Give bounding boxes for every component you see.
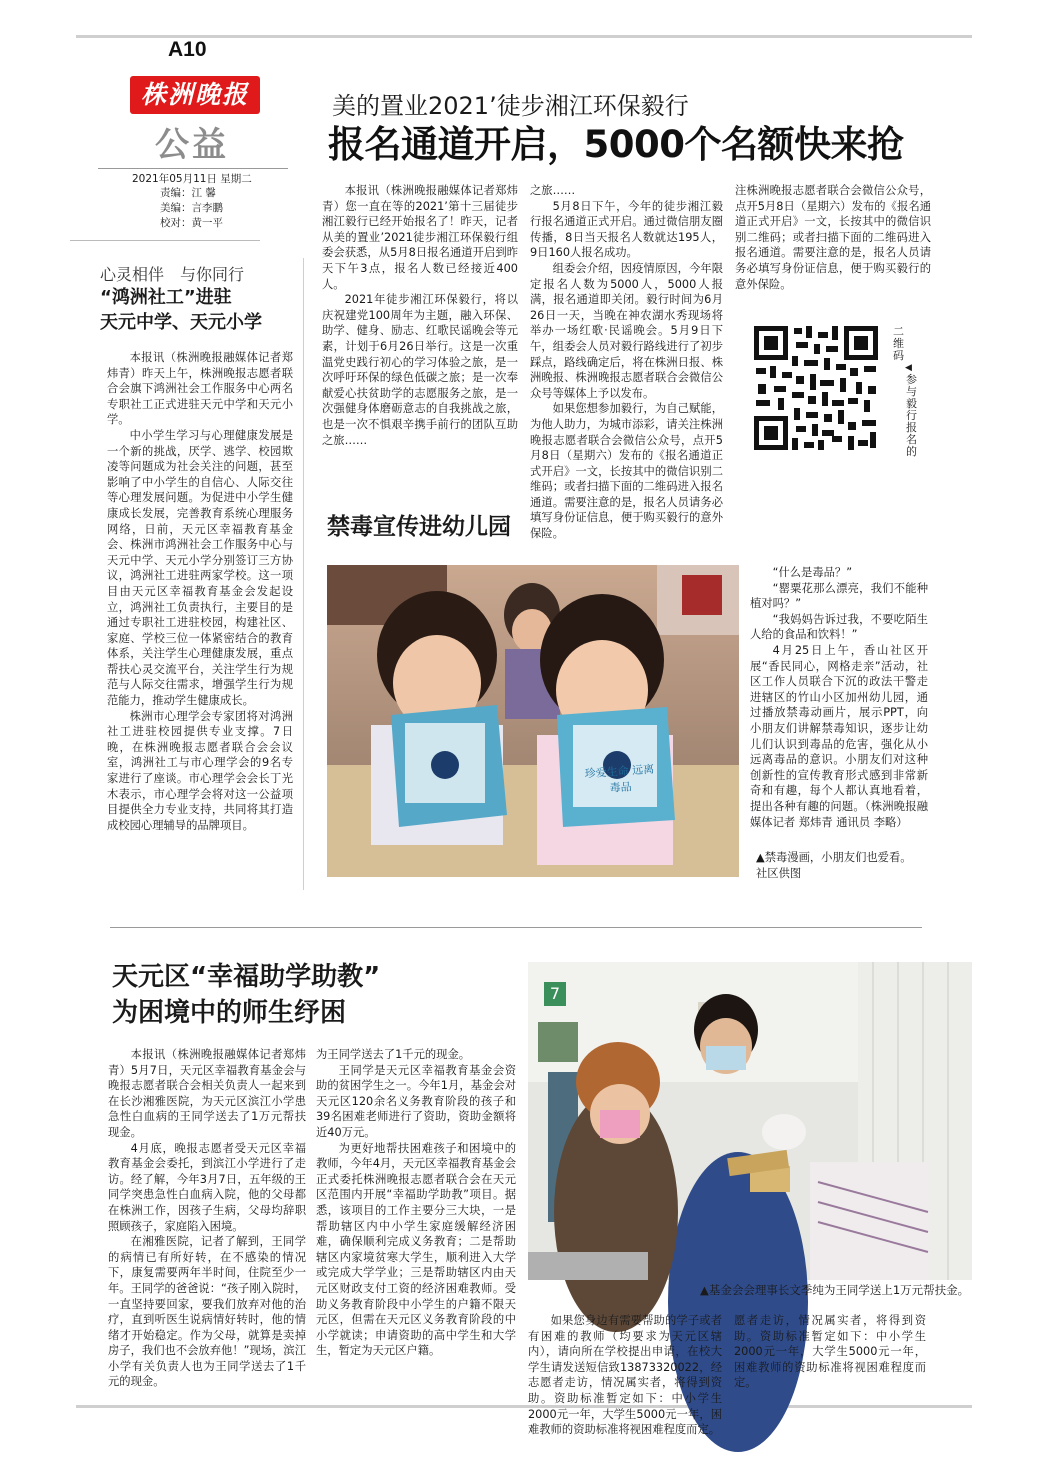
aid-headline-1: 天元区“幸福助学助教” (112, 962, 381, 992)
aid-headline-2: 为困境中的师生纾困 (112, 998, 347, 1028)
lead-column-3 (735, 183, 931, 301)
social-subtitle: 心灵相伴 与你同行 (100, 265, 245, 284)
masthead-bottom-line (70, 240, 260, 241)
page-number: A10 (168, 38, 207, 61)
drug-paragraph: 4月25日上午，香山社区开展“香民同心，网格走亲”活动，社区工作人员联合下沉的政法干警走进辖区的竹山小区加州幼儿园，通过播放禁毒动画片，展示PPT，向小朋友们讲解禁毒知识，逐步让幼儿们认识到毒品的危害，强化从小远离毒品的意识。小朋友们对这种创新性的宣传教育形式感到非常新奇和有趣，每个人都认真地看着，提出各种有趣的问题。（株洲晚报融媒体记者 郑炜青 通讯员 李略） (750, 643, 928, 829)
aid-paragraph: 王同学是天元区幸福教育基金会资助的贫困学生之一。今年1月，基金会对天元区120余名义务教育阶段的孩子和39名困难老师进行了资助，资助金额将近40万元。 (316, 1063, 516, 1139)
lead-paragraph: 本报讯（株洲晚报融媒体记者郑炜青）您一直在等的2021’第十三届徒步湘江毅行已经开始报名了！昨天，记者从美的置业’2021徒步湘江环保毅行组委会获悉，从5月8日报名通道开启到昨天下午3点，报名人数已经接近400人。 (322, 184, 518, 291)
editor-credit: 责编：江 馨 (160, 187, 216, 199)
kindergarten-photo-graphic (327, 565, 739, 877)
designer-credit: 美编：言李鹏 (160, 202, 223, 214)
lead-paragraph: 如果您想参加毅行，为自己赋能，为他人助力，为城市添彩，请关注株洲晚报志愿者联合会微信公众号，点开5月8日（星期六）发布的《报名通道正式开启》一文，长按其中的微信识别二维码；或者扫描下面的二维码进入报名通道。需要注意的是，报名人员请务必填写身份证信息，便于购买毅行的意外保险。 (530, 402, 723, 541)
social-paragraph: 株洲市心理学会专家团将对鸿洲社工进驻校园提供专业支撑。7日晚，在株洲晚报志愿者联合会会议室，鸿洲社工与市心理学会的9名专家进行了座谈。市心理学会会长丁光木表示，市心理学会将对这一公益项目提供全力专业支持，共同将其打造成校园心理辅导的品牌项目。 (107, 709, 293, 832)
wall-poster-number: 7 (544, 982, 566, 1006)
lead-column-1 (322, 183, 518, 451)
lead-kicker: 美的置业2021’徒步湘江环保毅行 (332, 92, 689, 120)
lead-column-2 (530, 183, 723, 541)
drug-body (750, 565, 928, 857)
qr-caption-b: 参与毅行报名的 (906, 373, 917, 458)
drug-photo-caption: ▲禁毒漫画，小朋友们也爱看。 社区供图 (756, 851, 929, 880)
drug-paragraph: “我妈妈告诉过我，不要吃陌生人给的食品和饮料！” (750, 612, 928, 642)
aid-paragraph: 如果您身边有需要帮助的学子或者有困难的教师（均要求为天元区辖内），请向所在学校提出申请，在校大学生请发送短信致13873320022，经志愿者走访，情况属实者，将得到资助。资助标准暂定如下：中小学生2000元一年，大学生5000元一年，困难教师的资助标准将视困难程度而定。 (528, 1314, 722, 1437)
registration-qr-code[interactable] (752, 324, 880, 452)
aid-paragraph: 在湘雅医院，记者了解到，王同学的病情已有所好转，在不感染的情况下，康复需要两年半时间，住院至少一年。王同学的爸爸说：“孩子刚入院时，一直坚持要回家，要我们放弃对他的治疗，直到听医生说病情好转时，他的情绪才开始稳定。作为父母，就算是卖掉房子，我们也不会放弃他！”现场，滨江小学有关负责人也为王同学送去了1千元的现金。 (108, 1235, 306, 1389)
donation-photo-caption: ▲基金会会理事长文季纯为王同学送上1万元帮扶金。 (700, 1283, 970, 1297)
donation-photo (528, 962, 972, 1280)
aid-paragraph-continued: 为王同学送去了1千元的现金。 (316, 1048, 471, 1061)
lead-headline: 报名通道开启，5000个名额快来抢 (328, 123, 904, 166)
aid-paragraph: 为更好地帮扶困难孩子和困境中的教师，今年4月，天元区幸福教育基金会正式委托株洲晚报志愿者联合会在天元区范围内开展“幸福助学助教”项目。据悉，该项目的工作主要分三大块，一是帮助辖区内中小学生家庭缓解经济困难，确保顺利完成义务教育；二是帮助辖区内家境贫寒大学生，顺利进入大学或完成大学学业；三是帮助辖区内由天元区财政支付工资的经济困难教师。受助义务教育阶段中小学生的户籍不限天元区，但需在天元区义务教育阶段的中小学就读；申请资助的高中学生和大学生，暂定为天元区户籍。 (316, 1141, 516, 1358)
drug-paragraph: “罂粟花那么漂亮，我们不能种植对吗？” (750, 581, 928, 611)
qr-code-graphic (752, 324, 880, 452)
aid-paragraph-continued: 愿者走访，情况属实者，将得到资助。资助标准暂定如下：中小学生2000元一年，大学生5000元一年，困难教师的资助标准将视困难程度而定。 (734, 1314, 926, 1390)
lead-paragraph: 组委会介绍，因疫情原因，今年限定报名人数为5000人，5000人报满，报名通道即关闭。毅行时间为6月26日一天，当晚在神农湖水秀现场将举办一场红歌·民谣晚会。5月9日下午，组委会人员对毅行路线进行了初步踩点，路线确定后，将在株洲日报、株洲晚报、株洲晚报志愿者联合会微信公众号等媒体上予以发布。 (530, 261, 723, 400)
aid-column-1 (108, 1047, 306, 1395)
top-rule (76, 35, 972, 38)
bottom-rule (76, 1405, 972, 1408)
proofreader-credit: 校对：黄一平 (160, 217, 223, 229)
date-line: 2021年05月11日 星期二 (132, 173, 252, 185)
lead-paragraph-continued: 注株洲晚报志愿者联合会微信公众号，点开5月8日（星期六）发布的《报名通道正式开启》一文，长按其中的微信识别二维码；或者扫描下面的二维码进入报名通道。需要注意的是，报名人员请务必填写身份证信息，便于购买毅行的意外保险。 (735, 184, 931, 291)
social-headline-1: “鸿洲社工”进驻 (100, 287, 232, 308)
lead-paragraph: 之旅…… (530, 184, 576, 197)
booklet-text: 珍爱生命 远离毒品 (584, 762, 655, 795)
qr-caption-a: 二维码 (893, 325, 904, 362)
social-body (107, 350, 293, 890)
aid-paragraph: 本报讯（株洲晚报融媒体记者郑炜青）5月7日，天元区幸福教育基金会与晚报志愿者联合会相关负责人一起来到在长沙湘雅医院，为天元区滨江小学患急性白血病的王同学送去了1万元帮扶现金。 (108, 1048, 306, 1139)
aid-column-2 (316, 1047, 516, 1395)
drug-paragraph: “什么是毒品？” (772, 566, 853, 579)
drug-headline: 禁毒宣传进幼儿园 (327, 514, 511, 540)
section-title: 公益 (155, 125, 229, 165)
lead-paragraph: 5月8日下午，今年的徒步湘江毅行报名通道正式开启。通过微信朋友圈传播，8日当天报名人数就达195人，9日160人报名成功。 (530, 199, 723, 260)
column-divider (303, 258, 304, 890)
aid-paragraph: 4月底，晚报志愿者受天元区幸福教育基金会委托，到滨江小学进行了走访。经了解，今年3月7日，五年级的王同学突患急性白血病入院，他的父母都在株洲工作，因孩子生病，父母均辞职照顾孩子，家庭陷入困境。 (108, 1141, 306, 1233)
social-paragraph: 中小学生学习与心理健康发展是一个新的挑战，厌学、逃学、校园欺凌等问题成为社会关注的问题，甚至影响了中小学生的自信心、人际交往等心理发展问题。为促进中小学生健康成长发展，完善教育系统心理服务网络，日前，天元区幸福教育基金会、株洲市鸿洲社会工作服务中心与天元中学、天元小学分别签订三方协议，鸿洲社工进驻两家学校。这一项目由天元区幸福教育基金会发起设立，鸿洲社工负责执行，主要目的是通过专职社工进驻校园，构建社区、家庭、学校三位一体紧密结合的教育体系，关注学生心理健康发展，重点帮扶心灵交流平台，关注学生行为规范与人际交往需求，增强学生行为规范能力，推动学生健康成长。 (107, 428, 293, 708)
social-headline-2: 天元中学、天元小学 (100, 312, 262, 333)
section-divider (110, 927, 922, 928)
donation-photo-graphic (528, 962, 972, 1280)
qr-pointer-icon: ◀ (905, 363, 912, 373)
social-paragraph: 本报讯（株洲晚报融媒体记者郑炜青）昨天上午，株洲晚报志愿者联合会旗下鸿洲社会工作服务中心两名专职社工正式进驻天元中学和天元小学。 (107, 351, 293, 427)
kindergarten-photo (327, 565, 739, 877)
lead-paragraph: 2021年徒步湘江环保毅行，将以庆祝建党100周年为主题，融入环保、助学、健身、励志、红歌民谣晚会等元素，计划于6月26日举行。这是一次重温党史践行初心的学习体验之旅，是一次呼吁环保的绿色低碳之旅；是一次奉献爱心扶贫助学的志愿服务之旅，是一次强健身体磨砺意志的自我挑战之旅，也是一次不惧艰辛携手前行的团队互助之旅…… (322, 293, 518, 447)
aid-column-3 (528, 1313, 722, 1437)
newspaper-logo-text: 株洲晚报 (140, 80, 249, 109)
aid-column-4 (734, 1313, 926, 1399)
masthead-line (98, 168, 288, 169)
